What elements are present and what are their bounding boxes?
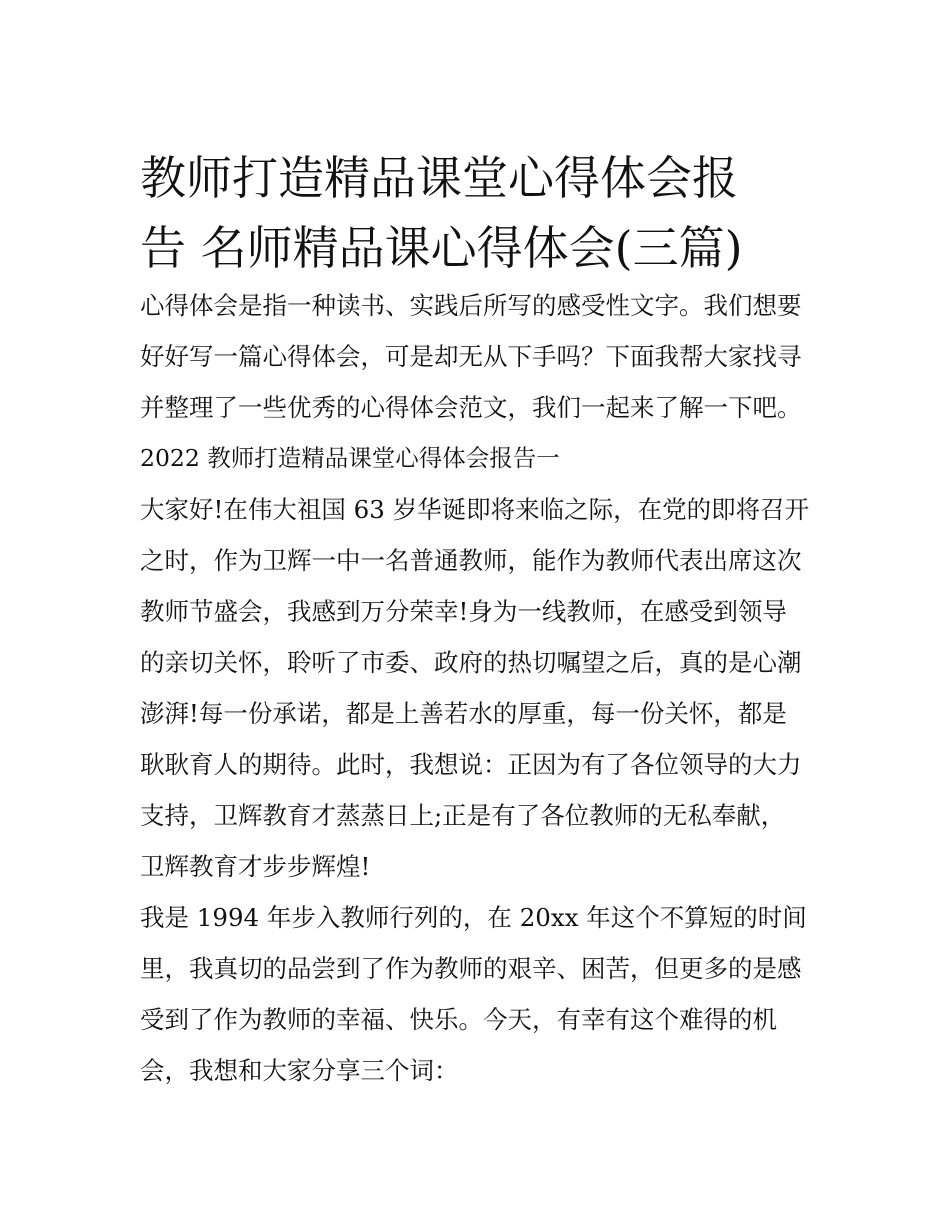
section-heading: 2022 教师打造精品课堂心得体会报告一 [140,444,560,472]
text-line: 好好写一篇心得体会，可是却无从下手吗？下面我帮大家找寻 [140,342,802,371]
text-line: 教师节盛会，我感到万分荣幸!身为一线教师，在感受到领导 [140,597,787,626]
text-line: 澎湃!每一份承诺，都是上善若水的厚重，每一份关怀，都是 [140,699,787,728]
text-line: 并整理了一些优秀的心得体会范文，我们一起来了解一下吧。 [140,393,802,422]
text-line: 会，我想和大家分享三个词： [140,1056,459,1085]
text-line: 卫辉教育才步步辉煌! [140,852,371,881]
text-line: 的亲切关怀，聆听了市委、政府的热切嘱望之后，真的是心潮 [140,648,802,677]
text-line: 耿耿育人的期待。此时，我想说：正因为有了各位领导的大力 [140,750,802,779]
text-line: 大家好!在伟大祖国 63 岁华诞即将来临之际，在党的即将召开 [140,495,810,524]
title-line: 教师打造精品课堂心得体会报 [140,150,738,205]
paragraph-2 [140,892,830,1096]
document-body [140,280,830,1096]
text-line: 心得体会是指一种读书、实践后所写的感受性文字。我们想要 [140,291,802,320]
text-line: 之时，作为卫辉一中一名普通教师，能作为教师代表出席这次 [140,546,802,575]
paragraph-1 [140,484,830,892]
text-line: 我是 1994 年步入教师行列的，在 20xx 年这个不算短的时间 [140,903,807,932]
document-title [140,143,820,283]
text-line: 受到了作为教师的幸福、快乐。今天，有幸有这个难得的机 [140,1005,777,1034]
title-line: 告 名师精品课心得体会(三篇) [140,220,743,275]
text-line: 支持，卫辉教育才蒸蒸日上;正是有了各位教师的无私奉献， [140,801,786,830]
intro-paragraph [140,280,830,433]
text-line: 里，我真切的品尝到了作为教师的艰辛、困苦，但更多的是感 [140,954,802,983]
